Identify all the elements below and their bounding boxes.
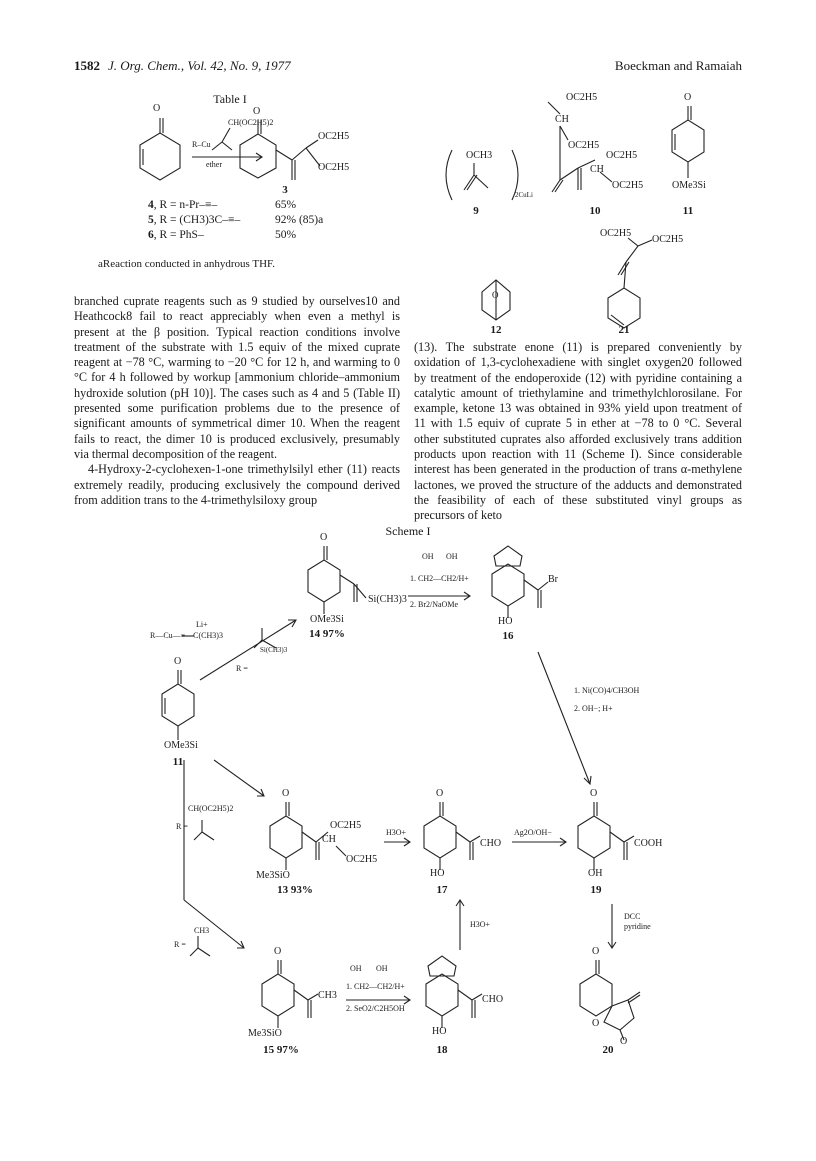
struct10-oc2h5-4: OC2H5 bbox=[612, 180, 644, 191]
left-paragraph-2: 4-Hydroxy-2-cyclohexen-1-one trimethylsilyl ether (11) reacts extremely readily, producing exclusively the compound derived from addition trans to the 4-trimethylsiloxy group bbox=[74, 462, 400, 507]
reagent-sich3-small: Si(CH3)3 bbox=[260, 646, 288, 654]
compound-16-label: 16 bbox=[502, 630, 514, 642]
step17-19: Ag2O/OH− bbox=[514, 828, 552, 837]
c18-cho: CHO bbox=[482, 994, 504, 1005]
struct21-oc2h5-2: OC2H5 bbox=[652, 234, 684, 245]
c20-o-carbonyl: O bbox=[620, 1036, 628, 1047]
right-paragraph-1: (13). The substrate enone (11) is prepared conveniently by oxidation of 1,3-cyclohexadiene with singlet oxygen20 followed by treatment of the endoperoxide (12) with pyridine containing a catalytic amount of triethylamine and trimethylchlorosilane. For example, ketone 13 was obtained in 93% yield upon treatment of 11 with 1.5 equiv of cuprate 5 in ether at −78 to 0 °C. Several other substituted cuprates also afforded exclusively trans addition products upon reaction with 11 (Scheme I). Since considerable interest has been generated in the production of trans α-methylene lactones, we proved the structure of the adducts and demonstrated the feasibility of each of these substituted vinyl groups as precursors of keto bbox=[414, 340, 742, 523]
struct12-label: 12 bbox=[490, 324, 502, 336]
c19-oh: OH bbox=[588, 868, 603, 879]
journal-citation: J. Org. Chem., Vol. 42, No. 9, 1977 bbox=[108, 58, 291, 73]
compound-11-label: 11 bbox=[172, 756, 184, 768]
compound-19-label: 19 bbox=[590, 884, 602, 896]
c17-o: O bbox=[436, 788, 444, 799]
step19-20-b: pyridine bbox=[624, 922, 651, 931]
step16-19-b: 2. OH−; H+ bbox=[574, 704, 613, 713]
c16-ho: HO bbox=[498, 616, 513, 627]
step19-20-a: DCC bbox=[624, 912, 641, 921]
reagent-r-eq-1: R = bbox=[236, 664, 248, 673]
c14-o: O bbox=[320, 532, 328, 543]
compound-20-label: 20 bbox=[602, 1044, 614, 1056]
struct10-ch-2: CH bbox=[590, 164, 604, 175]
step15-oh-1: OH bbox=[350, 964, 362, 973]
reagent-r-eq-2: R = bbox=[176, 822, 188, 831]
table-row: 4, R = n-Pr–≡– bbox=[148, 199, 218, 211]
struct10-oc2h5-1: OC2H5 bbox=[566, 92, 598, 103]
c14-sich3: Si(CH3)3 bbox=[368, 594, 407, 605]
scheme11-o: O bbox=[174, 656, 182, 667]
scheme11-ome3si: OMe3Si bbox=[164, 740, 198, 751]
c13-ch: CH bbox=[322, 834, 336, 845]
c15-o: O bbox=[274, 946, 282, 957]
step15-18-a: 1. CH2—CH2/H+ bbox=[346, 982, 405, 991]
step14-oh-1: OH bbox=[422, 552, 434, 561]
table-title: Table I bbox=[213, 92, 247, 106]
reagent-ch3-small: CH3 bbox=[194, 926, 210, 935]
table-reagent-top: CH(OC2H5)2 bbox=[228, 118, 274, 127]
compound-13-label: 13 93% bbox=[277, 884, 313, 896]
c20-o-ring: O bbox=[592, 1018, 600, 1029]
step15-18-b: 2. SeO2/C2H5OH bbox=[346, 1004, 405, 1013]
product3-oc2h5-bottom: OC2H5 bbox=[318, 162, 350, 173]
c19-cooh: COOH bbox=[634, 838, 663, 849]
step14-16-b: 2. Br2/NaOMe bbox=[410, 600, 458, 609]
struct21-oc2h5-1: OC2H5 bbox=[600, 228, 632, 239]
product3-label: 3 bbox=[282, 184, 288, 196]
compound-18-label: 18 bbox=[436, 1044, 448, 1056]
reagent-li: Li+ bbox=[196, 620, 208, 629]
c15-me3sio: Me3SiO bbox=[248, 1028, 282, 1039]
c13-o: O bbox=[282, 788, 290, 799]
c17-ho: HO bbox=[430, 868, 445, 879]
step15-oh-2: OH bbox=[376, 964, 388, 973]
compound-15-label: 15 97% bbox=[263, 1044, 299, 1056]
reagent-ch-oc2h5: CH(OC2H5)2 bbox=[188, 804, 234, 813]
compound-14-label: 14 97% bbox=[309, 628, 345, 640]
compound-17-label: 17 bbox=[436, 884, 448, 896]
struct10-ch-1: CH bbox=[555, 114, 569, 125]
step14-oh-2: OH bbox=[446, 552, 458, 561]
c13-me3sio: Me3SiO bbox=[256, 870, 290, 881]
reagent-r-eq-3: R = bbox=[174, 940, 186, 949]
c19-o: O bbox=[590, 788, 598, 799]
table-row: 6, R = PhS– bbox=[148, 229, 204, 241]
page-number: 1582 bbox=[74, 58, 100, 73]
product3-o: O bbox=[253, 106, 261, 117]
c18-ho: HO bbox=[432, 1026, 447, 1037]
step18-17: H3O+ bbox=[470, 920, 491, 929]
table-cell-yield: 50% bbox=[275, 229, 297, 241]
running-authors: Boeckman and Ramaiah bbox=[614, 58, 742, 73]
struct11-ome3si: OMe3Si bbox=[672, 180, 706, 191]
reagent-rcu: R—Cu—≡—C(CH3)3 bbox=[150, 631, 223, 640]
table-row: 5, R = (CH3)3C–≡– bbox=[148, 214, 241, 226]
struct10-oc2h5-3: OC2H5 bbox=[606, 150, 638, 161]
struct11-o: O bbox=[684, 92, 692, 103]
left-paragraph-1: branched cuprate reagents such as 9 studied by ourselves10 and Heathcock8 fail to react appreciably when even a methyl is present at the β position. Typical reaction conditions involve treatment of the substrate with 1.5 equiv of the mixed cuprate reagent at −78 °C, warming to −20 °C for 12 h, and warming to 0 °C for 4 h followed by workup [ammonium chloride–ammonium hydroxide solution (pH 10)]. The cases such as 4 and 5 (Table II) presented some purification problems due to the presence of significant amounts of symmetrical dimer 10. When the reagent fails to react, the dimer 10 is produced exclusively, presumably via thermal decomposition of the reagent. bbox=[74, 294, 400, 461]
step16-19-a: 1. Ni(CO)4/CH3OH bbox=[574, 686, 640, 695]
c16-br: Br bbox=[548, 574, 558, 585]
struct9-cuLi: 2CuLi bbox=[515, 191, 533, 199]
c20-o-top: O bbox=[592, 946, 600, 957]
struct9-label: 9 bbox=[473, 205, 479, 217]
c17-cho: CHO bbox=[480, 838, 502, 849]
struct10-oc2h5-2: OC2H5 bbox=[568, 140, 600, 151]
c15-ch3: CH3 bbox=[318, 990, 337, 1001]
table-footnote: aReaction conducted in anhydrous THF. bbox=[98, 258, 276, 270]
product3-oc2h5-top: OC2H5 bbox=[318, 131, 350, 142]
table-cell-yield: 65% bbox=[275, 199, 297, 211]
struct11-label: 11 bbox=[682, 205, 694, 217]
scheme-title: Scheme I bbox=[385, 524, 431, 538]
struct21-label: 21 bbox=[618, 324, 630, 336]
struct9-och3: OCH3 bbox=[466, 150, 493, 161]
c13-oc2h5-1: OC2H5 bbox=[330, 820, 362, 831]
step13-17: H3O+ bbox=[386, 828, 407, 837]
table-solvent: ether bbox=[206, 160, 222, 169]
c14-ome3si: OMe3Si bbox=[310, 614, 344, 625]
struct12-o: O bbox=[492, 290, 499, 300]
step14-16-a: 1. CH2—CH2/H+ bbox=[410, 574, 469, 583]
c13-oc2h5-2: OC2H5 bbox=[346, 854, 378, 865]
table-reagent-r: R–Cu bbox=[192, 140, 211, 149]
struct10-label: 10 bbox=[589, 205, 601, 217]
table-ketone-o: O bbox=[153, 103, 161, 114]
table-cell-yield: 92% (85)a bbox=[275, 214, 324, 226]
